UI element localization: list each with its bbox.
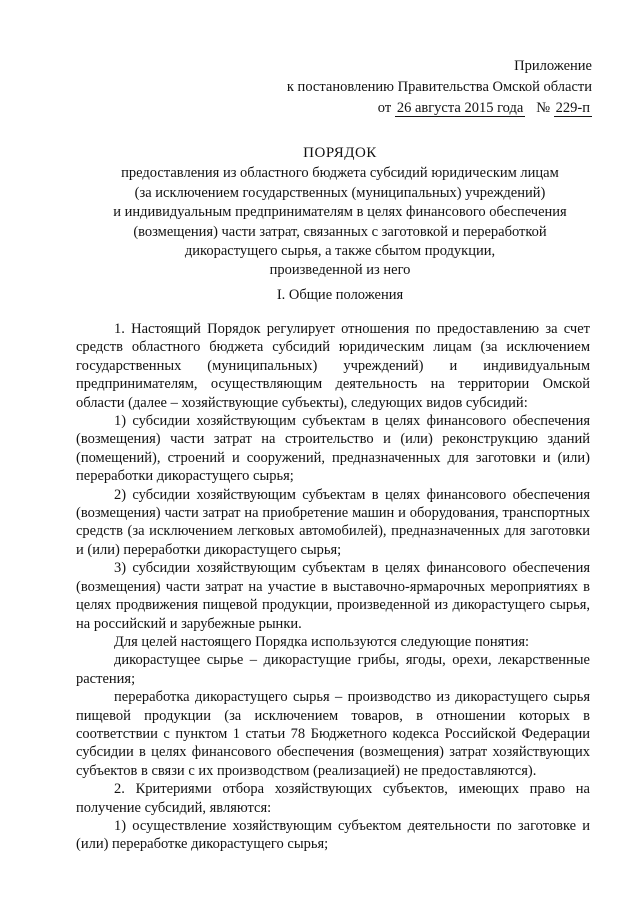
paragraph: 3) субсидии хозяйствующим субъектам в целях финансового обеспечения (возмещения) части затрат на участие в выставочно-ярмарочных мероприятиях в целях продвижения пищевой продукции, произведенной из дикорастущего сырья, на российский и зарубежные рынки. <box>76 560 590 632</box>
paragraph: дикорастущее сырье – дикорастущие грибы, ягоды, орехи, лекарственные растения; <box>76 652 590 687</box>
paragraph: 1. Настоящий Порядок регулирует отношения по предоставлению за счет средств областного бюджета субсидий юридическим лицам (за исключением государственных (муниципальных) учреждений) и индивидуальным предпринимателям, осуществляющим деятельность на территории Омской области (далее – хозяйствующие субъекты), следующих видов субсидий: <box>76 321 590 411</box>
paragraph: 2. Критериями отбора хозяйствующих субъектов, имеющих право на получение субсидий, являются: <box>76 781 590 816</box>
title-line: (возмещения) части затрат, связанных с заготовкой и переработкой <box>133 223 547 240</box>
appendix-date-line <box>287 98 592 119</box>
document-body <box>76 320 590 854</box>
title-line: и индивидуальным предпринимателям в целях финансового обеспечения <box>113 204 567 221</box>
title-line: дикорастущего сырья, а также сбытом продукции, <box>184 243 496 260</box>
section-heading: I. Общие положения <box>276 287 404 303</box>
document-title <box>60 144 620 281</box>
resolution-date: 26 августа 2015 года <box>396 100 524 116</box>
title-line: предоставления из областного бюджета субсидий юридическим лицам <box>121 165 559 182</box>
appendix-header <box>287 56 592 119</box>
paragraph: 1) осуществление хозяйствующим субъектом деятельности по заготовке и (или) переработке дикорастущего сырья; <box>76 817 590 853</box>
title-line: (за исключением государственных (муниципальных) учреждений) <box>134 184 546 201</box>
paragraph: Для целей настоящего Порядка используются следующие понятия: <box>114 633 530 650</box>
appendix-label: Приложение <box>514 58 592 74</box>
title-main: ПОРЯДОК <box>303 145 377 161</box>
date-prefix: от <box>377 100 392 116</box>
resolution-number: 229-п <box>555 100 590 116</box>
appendix-resolution: к постановлению Правительства Омской области <box>286 79 592 95</box>
paragraph: 1) субсидии хозяйствующим субъектам в целях финансового обеспечения (возмещения) части затрат на строительство и (или) реконструкцию зданий (помещений), строений и сооружений, предназначенных для заготовки и (или) переработки дикорастущего сырья; <box>76 413 590 485</box>
number-prefix: № <box>536 100 551 116</box>
paragraph: 2) субсидии хозяйствующим субъектам в целях финансового обеспечения (возмещения) части затрат на приобретение машин и оборудования, транспортных средств (за исключением легковых автомобилей), предназначенных для заготовки и (или) переработки дикорастущего сырья; <box>76 486 590 558</box>
title-line: произведенной из него <box>269 262 411 279</box>
paragraph: переработка дикорастущего сырья – производство из дикорастущего сырья пищевой продукции (за исключением товаров, в отношении которых в соответствии с пунктом 1 статьи 78 Бюджетного кодекса Российской Федерации субсидии в целях финансового обеспечения (возмещения) затрат хозяйствующих субъектов в связи с их производством (реализацией) не предоставляются). <box>76 689 590 779</box>
